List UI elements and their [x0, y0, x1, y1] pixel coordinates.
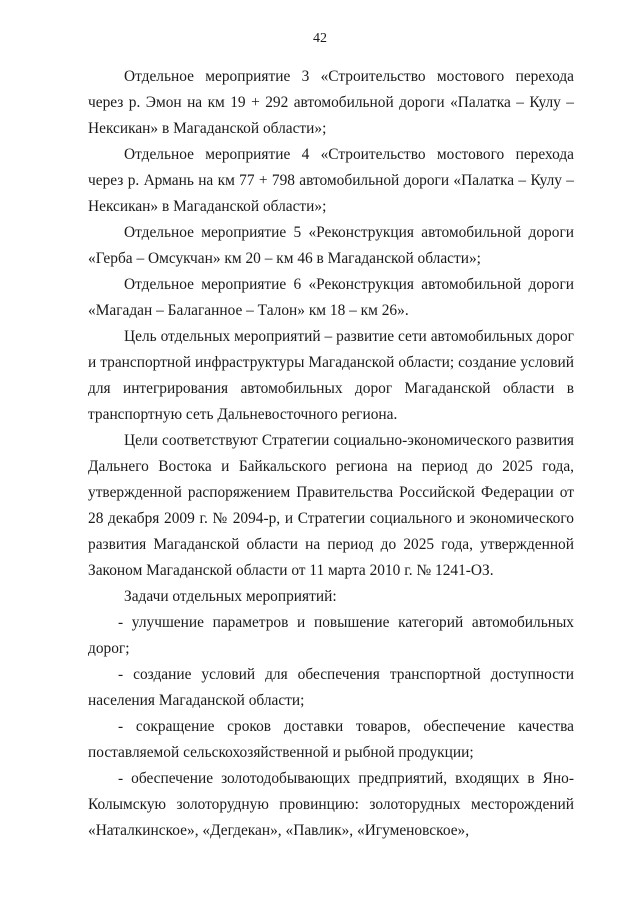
paragraph-measure-6: Отдельное мероприятие 6 «Реконструкция автомобильной дороги «Магадан – Балаганное – Талон» км 18 – км 26».	[88, 276, 574, 319]
paragraph-strategy: Цели соответствуют Стратегии социально-экономического развития Дальнего Востока и Байкальского региона на период до 2025 года, утвержденной распоряжением Правительства Российской Федерации от 28 декабря 2009 г. № 2094-р, и Стратегии социального и экономического развития Магаданской области на период до 2025 года, утвержденной Законом Магаданской области от 11 марта 2010 г. № 1241-ОЗ.	[88, 432, 574, 579]
page-number: 42	[313, 31, 327, 46]
paragraph-goal: Цель отдельных мероприятий – развитие сети автомобильных дорог и транспортной инфраструктуры Магаданской области; создание условий для интегрирования автомобильных дорог Магаданской области в транспортную сеть Дальневосточного региона.	[88, 328, 574, 423]
list-item-task-2: - создание условий для обеспечения транспортной доступности населения Магаданской области;	[88, 666, 574, 709]
paragraph-tasks-heading: Задачи отдельных мероприятий:	[124, 588, 337, 605]
paragraph-measure-4: Отдельное мероприятие 4 «Строительство мостового перехода через р. Армань на км 77 + 798 автомобильной дороги «Палатка – Кулу – Нексикан» в Магаданской области»;	[88, 146, 574, 215]
list-item-task-3: - сокращение сроков доставки товаров, обеспечение качества поставляемой сельскохозяйственной и рыбной продукции;	[88, 718, 574, 761]
paragraph-measure-5: Отдельное мероприятие 5 «Реконструкция автомобильной дороги «Герба – Омсукчан» км 20 – км 46 в Магаданской области»;	[88, 224, 574, 267]
document-body	[88, 64, 574, 844]
paragraph-measure-3: Отдельное мероприятие 3 «Строительство мостового перехода через р. Эмон на км 19 + 292 автомобильной дороги «Палатка – Кулу – Нексикан» в Магаданской области»;	[88, 68, 574, 137]
list-item-task-1: - улучшение параметров и повышение категорий автомобильных дорог;	[88, 614, 574, 657]
list-item-task-4: - обеспечение золотодобывающих предприятий, входящих в Яно-Колымскую золоторудную провинцию: золоторудных месторождений «Наталкинское», «Дегдекан», «Павлик», «Игуменовское»,	[88, 770, 574, 839]
